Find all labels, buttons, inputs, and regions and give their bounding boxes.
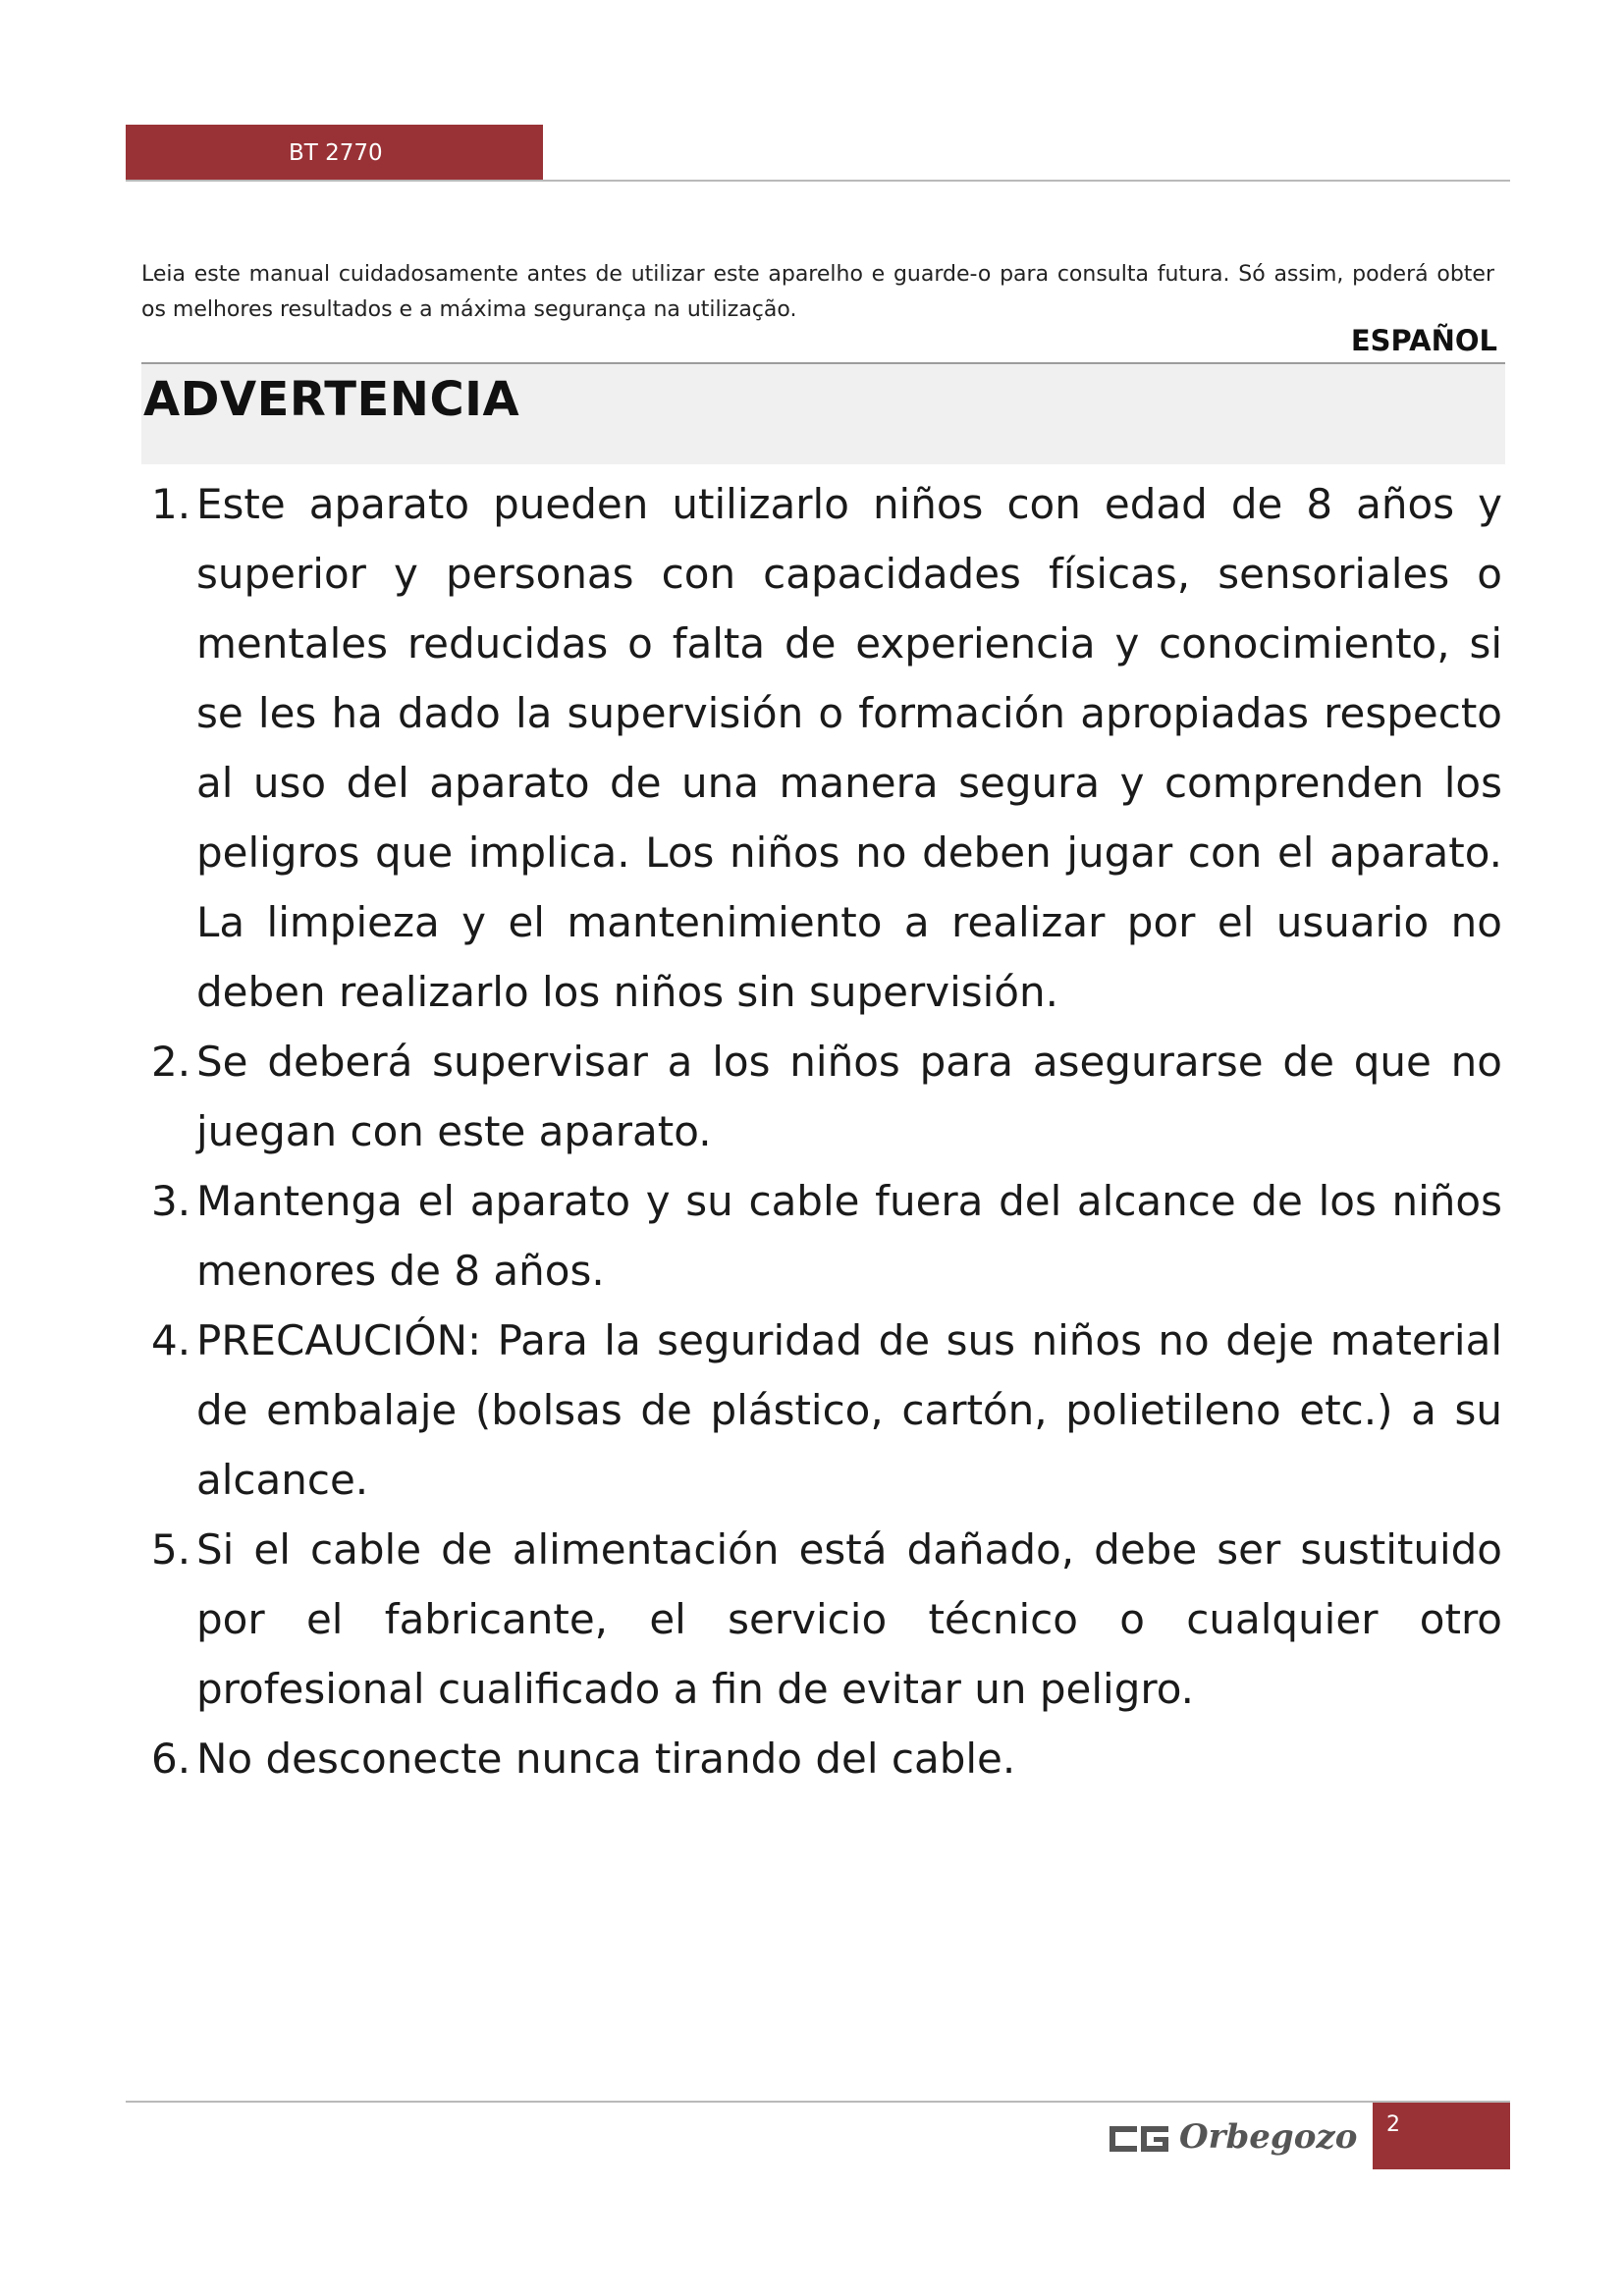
- warning-item: [147, 1515, 1502, 1724]
- warning-item: [147, 1306, 1502, 1515]
- warning-list: [147, 469, 1502, 1793]
- warning-number: 4.: [151, 1316, 191, 1364]
- page-number-box: [1373, 2103, 1510, 2169]
- model-label: BT 2770: [289, 139, 383, 166]
- warning-number: 6.: [151, 1735, 191, 1783]
- warning-item: [147, 1027, 1502, 1166]
- header-divider: [126, 180, 1510, 182]
- brand-wordmark: Orbegozo: [1179, 2117, 1358, 2157]
- warning-number: 3.: [151, 1177, 191, 1225]
- warning-number: 5.: [151, 1525, 191, 1574]
- intro-paragraph: Leia este manual cuidadosamente antes de utilizar este aparelho e guarde-o para consulta futura. Só assim, poderá obter os melhores resultados e a máxima segurança na utilização.: [141, 262, 1494, 322]
- warning-item: [147, 469, 1502, 1027]
- warning-text: PRECAUCIÓN: Para la seguridad de sus niños no deje material de embalaje (bolsas de plástico, cartón, polietileno etc.) a su alcance.: [196, 1316, 1502, 1504]
- header-model-tab: [126, 125, 543, 181]
- page-number: 2: [1386, 2112, 1400, 2137]
- warning-text: Mantenga el aparato y su cable fuera del alcance de los niños menores de 8 años.: [196, 1177, 1502, 1295]
- brand-emblem-icon: [1108, 2117, 1170, 2157]
- footer-divider: [126, 2101, 1510, 2103]
- warning-item: [147, 1166, 1502, 1306]
- warning-item: [147, 1724, 1502, 1793]
- warning-text: Se deberá supervisar a los niños para asegurarse de que no juegan con este aparato.: [196, 1038, 1502, 1155]
- language-label: ESPAÑOL: [1350, 324, 1497, 357]
- brand-logo: [1108, 2117, 1359, 2157]
- section-heading-band: [141, 362, 1505, 464]
- warning-text: Este aparato pueden utilizarlo niños con edad de 8 años y superior y personas con capacidades físicas, sensoriales o mentales reducidas o falta de experiencia y conocimiento, si se les ha dado la supervisión o formación apropiadas respecto al uso del aparato de una manera segura y comprenden los peligros que implica. Los niños no deben jugar con el aparato. La limpieza y el mantenimiento a realizar por el usuario no deben realizarlo los niños sin supervisión.: [196, 480, 1502, 1016]
- warning-number: 1.: [151, 480, 191, 528]
- warning-text: No desconecte nunca tirando del cable.: [196, 1735, 1016, 1783]
- section-title: ADVERTENCIA: [143, 372, 520, 427]
- warning-number: 2.: [151, 1038, 191, 1086]
- warning-text: Si el cable de alimentación está dañado, debe ser sustituido por el fabricante, el servicio técnico o cualquier otro profesional cualificado a fin de evitar un peligro.: [196, 1525, 1502, 1713]
